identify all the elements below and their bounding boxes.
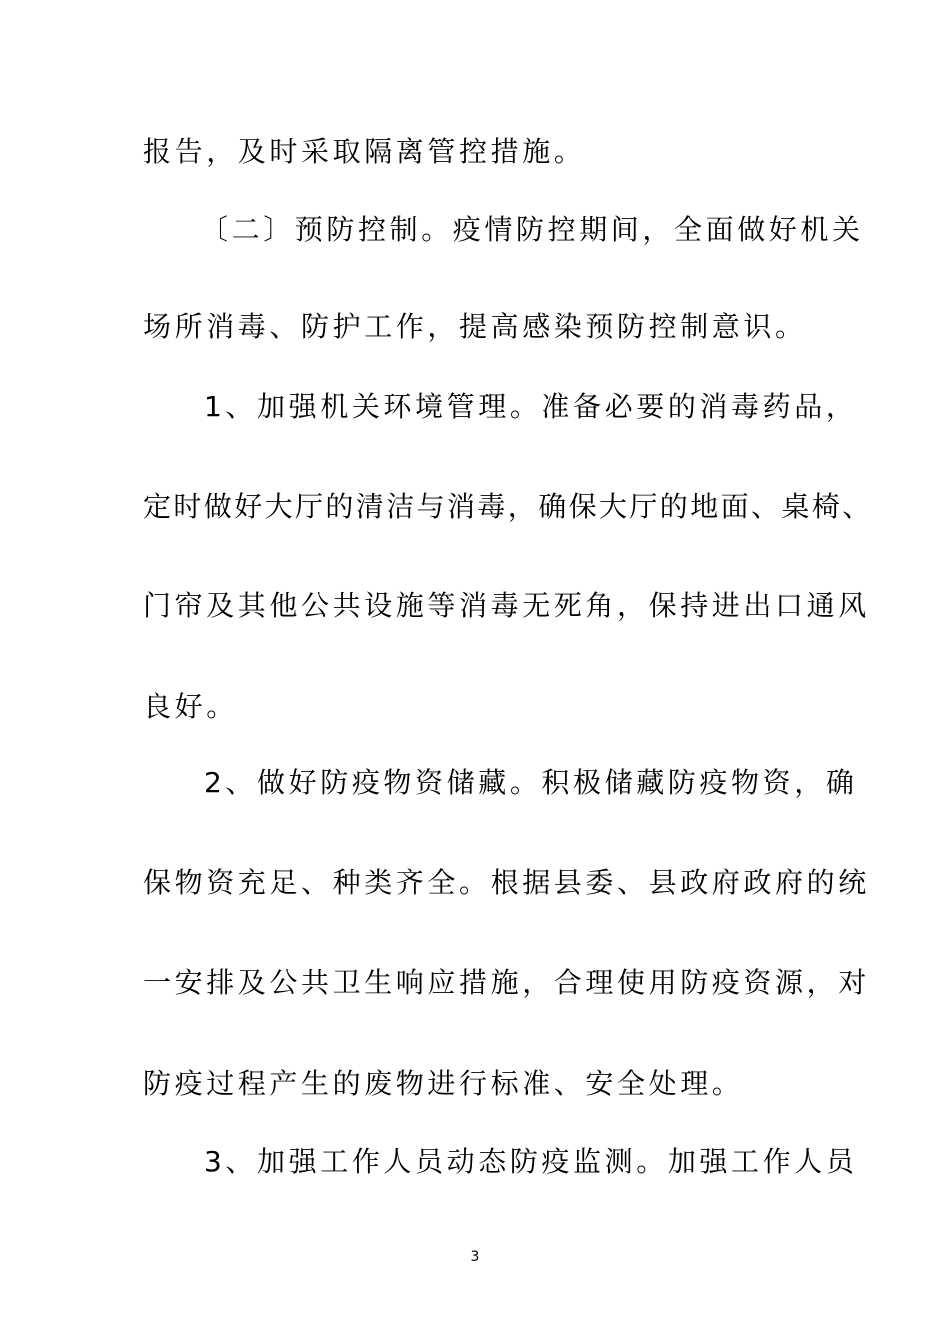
text-line: 门帘及其他公共设施等消毒无死角，保持进出口通风 xyxy=(143,589,870,622)
text-line: 〔二〕预防控制。疫情防控期间，全面做好机关 xyxy=(200,213,864,246)
text-line: 防疫过程产生的废物进行标准、安全处理。 xyxy=(143,1067,744,1100)
text-line: 良好。 xyxy=(143,690,238,723)
page-number: 3 xyxy=(470,1249,480,1265)
text-line: 定时做好大厅的清洁与消毒，确保大厅的地面、桌椅、 xyxy=(143,490,873,523)
text-line: 报告，及时采取隔离管控措施。 xyxy=(143,135,586,168)
text-line: 2、做好防疫物资储藏。积极储藏防疫物资，确 xyxy=(204,766,858,799)
text-line: 场所消毒、防护工作，提高感染预防控制意识。 xyxy=(143,310,807,343)
text-line: 1、加强机关环境管理。准备必要的消毒药品， xyxy=(204,390,858,423)
text-line: 一安排及公共卫生响应措施，合理使用防疫资源，对 xyxy=(143,966,870,999)
text-line: 3、加强工作人员动态防疫监测。加强工作人员 xyxy=(204,1145,858,1178)
text-line: 保物资充足、种类齐全。根据县委、县政府政府的统 xyxy=(143,866,870,899)
